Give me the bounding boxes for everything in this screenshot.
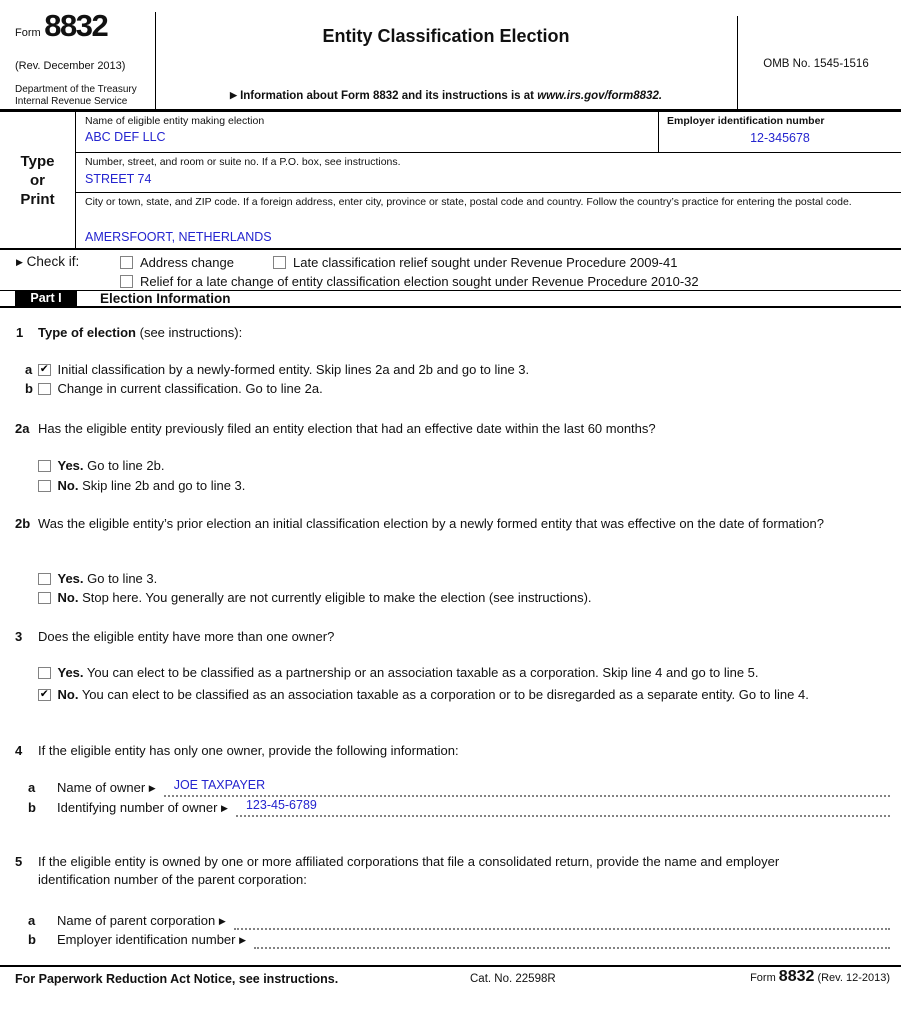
line4a-letter: a — [28, 780, 36, 795]
city-label: City or town, state, and ZIP code. If a foreign address, enter city, province or state, postal code and country. Follow the country’s practice for entering the postal code. — [85, 196, 852, 208]
label-address-change: Address change — [140, 255, 234, 270]
line2a-number: 2a — [15, 421, 30, 436]
checkbox-3-yes[interactable] — [38, 667, 51, 680]
yes-rest: Go to line 3. — [83, 571, 158, 586]
ein-field[interactable]: 12-345678 — [750, 131, 810, 145]
side-word-print: Print — [20, 190, 55, 208]
label-late-classification-relief: Late classification relief sought under Revenue Procedure 2009-41 — [293, 255, 678, 270]
line4b-letter: b — [28, 800, 36, 815]
line4a-row — [28, 779, 890, 797]
no-rest: Stop here. You generally are not currently eligible to make the election (see instructions). — [78, 590, 592, 605]
line5a-label — [57, 912, 226, 930]
line2b-number: 2b — [15, 516, 31, 531]
line5b-letter: b — [28, 932, 36, 947]
checkbox-late-change-relief[interactable] — [120, 275, 133, 288]
checkbox-2a-yes[interactable] — [38, 460, 51, 473]
footer-form-word: Form — [750, 972, 779, 984]
right-arrow-icon: ▶ — [239, 935, 247, 945]
omb-number: OMB No. 1545-1516 — [763, 58, 869, 70]
line4b-label — [57, 799, 228, 817]
line1a-text: Initial classification by a newly-formed entity. Skip lines 2a and 2b and go to line 3. — [57, 362, 530, 377]
footer-rule — [0, 965, 901, 967]
line2a-no-option — [38, 477, 856, 495]
line1a-option — [38, 361, 856, 379]
right-arrow-icon: ▶ — [148, 783, 156, 793]
checkbox-2b-yes[interactable] — [38, 573, 51, 586]
form-word: Form — [15, 27, 41, 39]
line2a-no-text — [58, 477, 857, 495]
label-text: Name of parent corporation — [57, 913, 219, 928]
street-field[interactable]: STREET 74 — [85, 172, 152, 186]
entity-name-label: Name of eligible entity making election — [85, 115, 265, 127]
line1b-letter: b — [25, 381, 33, 396]
line4b-dotted-line[interactable] — [236, 799, 890, 817]
owner-id-number-field[interactable]: 123-45-6789 — [245, 798, 317, 812]
line1-rest: (see instructions): — [136, 325, 243, 340]
check-if-label — [16, 254, 79, 269]
line5-number: 5 — [15, 854, 23, 869]
no-bold: No. — [57, 590, 79, 605]
revision-date: (Rev. December 2013) — [15, 60, 126, 72]
line2a-yes-text — [58, 457, 857, 475]
entity-city-row — [76, 192, 901, 248]
footer-form-number: 8832 — [778, 968, 815, 985]
info-text: Information about Form 8832 and its instructions is at — [236, 90, 538, 102]
yes-bold: Yes. — [57, 665, 84, 680]
agency-line-2: Internal Revenue Service — [15, 96, 128, 107]
entity-street-row — [76, 152, 901, 192]
street-label: Number, street, and room or suite no. If a P.O. box, see instructions. — [85, 156, 401, 168]
side-word-type: Type — [20, 152, 55, 170]
line5-text: If the eligible entity is owned by one or more affiliated corporations that file a consolidated return, provide the name and employer identification number of the parent corporation: — [38, 854, 780, 887]
line3-yes-text — [58, 664, 860, 682]
owner-name-field[interactable]: JOE TAXPAYER — [173, 778, 266, 792]
line4a-dotted-line[interactable] — [164, 779, 890, 797]
line2a-yes-option — [38, 457, 856, 475]
yes-bold: Yes. — [57, 571, 84, 586]
line4-number: 4 — [15, 743, 23, 758]
line4a-label — [57, 779, 156, 797]
agency-lines — [15, 84, 137, 108]
check-if-text: Check if: — [22, 254, 80, 269]
line4b-row — [28, 799, 890, 817]
entity-info-block — [0, 112, 901, 250]
line1a-letter: a — [25, 362, 33, 377]
entity-name-field[interactable]: ABC DEF LLC — [85, 130, 166, 144]
checkbox-2a-no[interactable] — [38, 480, 51, 493]
checkbox-1a-initial-classification[interactable]: ✔ — [39, 362, 49, 375]
paperwork-notice: For Paperwork Reduction Act Notice, see instructions. — [15, 972, 339, 986]
line2a-text: Has the eligible entity previously filed an entity election that had an effective date within the last 60 months? — [38, 421, 656, 436]
page-title: Entity Classification Election — [322, 26, 570, 46]
checkbox-2b-no[interactable] — [38, 592, 51, 605]
line1b-option — [38, 380, 856, 398]
checkbox-3-no[interactable]: ✔ — [39, 687, 49, 700]
line5a-row — [28, 912, 890, 930]
entity-fields — [75, 112, 901, 248]
right-arrow-icon: ▶ — [218, 916, 226, 926]
yes-rest: Go to line 2b. — [83, 458, 165, 473]
footer-form-rev: (Rev. 12-2013) — [814, 972, 890, 984]
agency-line-1: Department of the Treasury — [15, 84, 137, 95]
line3-number: 3 — [15, 629, 23, 644]
line1-bold: Type of election — [38, 325, 136, 340]
header-divider-left — [155, 12, 156, 109]
line2b-yes-option — [38, 570, 856, 588]
line2b-text: Was the eligible entity’s prior election an initial classification election by a newly formed entity that was effective on the date of formation? — [38, 516, 824, 531]
line3-yes-option — [38, 664, 859, 682]
line5b-row — [28, 931, 890, 949]
label-late-change-relief: Relief for a late change of entity classification election sought under Revenue Procedure 2010-32 — [140, 274, 699, 289]
form-header — [0, 0, 901, 112]
ein-cell — [658, 112, 901, 152]
right-arrow-icon: ▶ — [221, 803, 228, 813]
no-rest: Skip line 2b and go to line 3. — [78, 478, 246, 493]
type-or-print-label — [0, 112, 75, 248]
line5a-dotted-line[interactable] — [234, 912, 890, 930]
line5a-letter: a — [28, 913, 36, 928]
line3-no-text — [58, 686, 860, 704]
label-text: Employer identification number — [57, 932, 240, 947]
yes-bold: Yes. — [57, 458, 84, 473]
form-id — [15, 8, 107, 44]
part1-title: Election Information — [100, 291, 231, 306]
right-arrow-icon: ▶ — [229, 90, 237, 100]
checkbox-address-change[interactable] — [120, 256, 133, 269]
line5b-dotted-line[interactable] — [254, 931, 890, 949]
info-line — [160, 90, 732, 102]
catalog-number: Cat. No. 22598R — [470, 973, 556, 985]
entity-name-row — [76, 112, 901, 152]
line1-number: 1 — [16, 325, 24, 340]
line3-no-option — [38, 686, 859, 704]
no-bold: No. — [57, 687, 79, 702]
info-url: www.irs.gov/form8832. — [537, 90, 663, 102]
part1-badge: Part I — [15, 291, 77, 306]
right-arrow-icon: ▶ — [16, 257, 23, 267]
checkbox-late-classification-relief[interactable] — [273, 256, 286, 269]
label-text: Identifying number of owner — [57, 800, 222, 815]
city-field[interactable]: AMERSFOORT, NETHERLANDS — [85, 230, 272, 244]
label-text: Name of owner — [57, 780, 149, 795]
line3-text: Does the eligible entity have more than one owner? — [38, 629, 335, 644]
no-rest: You can elect to be classified as an association taxable as a corporation or to be disregarded as a separate entity. Go to line 4. — [78, 687, 809, 702]
line2b-yes-text — [58, 570, 857, 588]
line2b-no-option — [38, 589, 856, 607]
yes-rest: You can elect to be classified as a partnership or an association taxable as a corporation. Skip line 4 and go to line 5. — [83, 665, 759, 680]
side-word-or: or — [30, 171, 45, 189]
form-number: 8832 — [44, 8, 108, 43]
line1-text — [38, 324, 242, 342]
line5b-label — [57, 931, 246, 949]
line2b-no-text — [58, 589, 857, 607]
part1-bar — [0, 290, 901, 308]
ein-label: Employer identification number — [667, 115, 825, 127]
line1b-text: Change in current classification. Go to line 2a. — [57, 381, 323, 396]
line4-text: If the eligible entity has only one owner, provide the following information: — [38, 743, 459, 758]
checkbox-1b-change-classification[interactable] — [38, 383, 51, 396]
no-bold: No. — [57, 478, 79, 493]
footer-form-id — [750, 968, 890, 986]
